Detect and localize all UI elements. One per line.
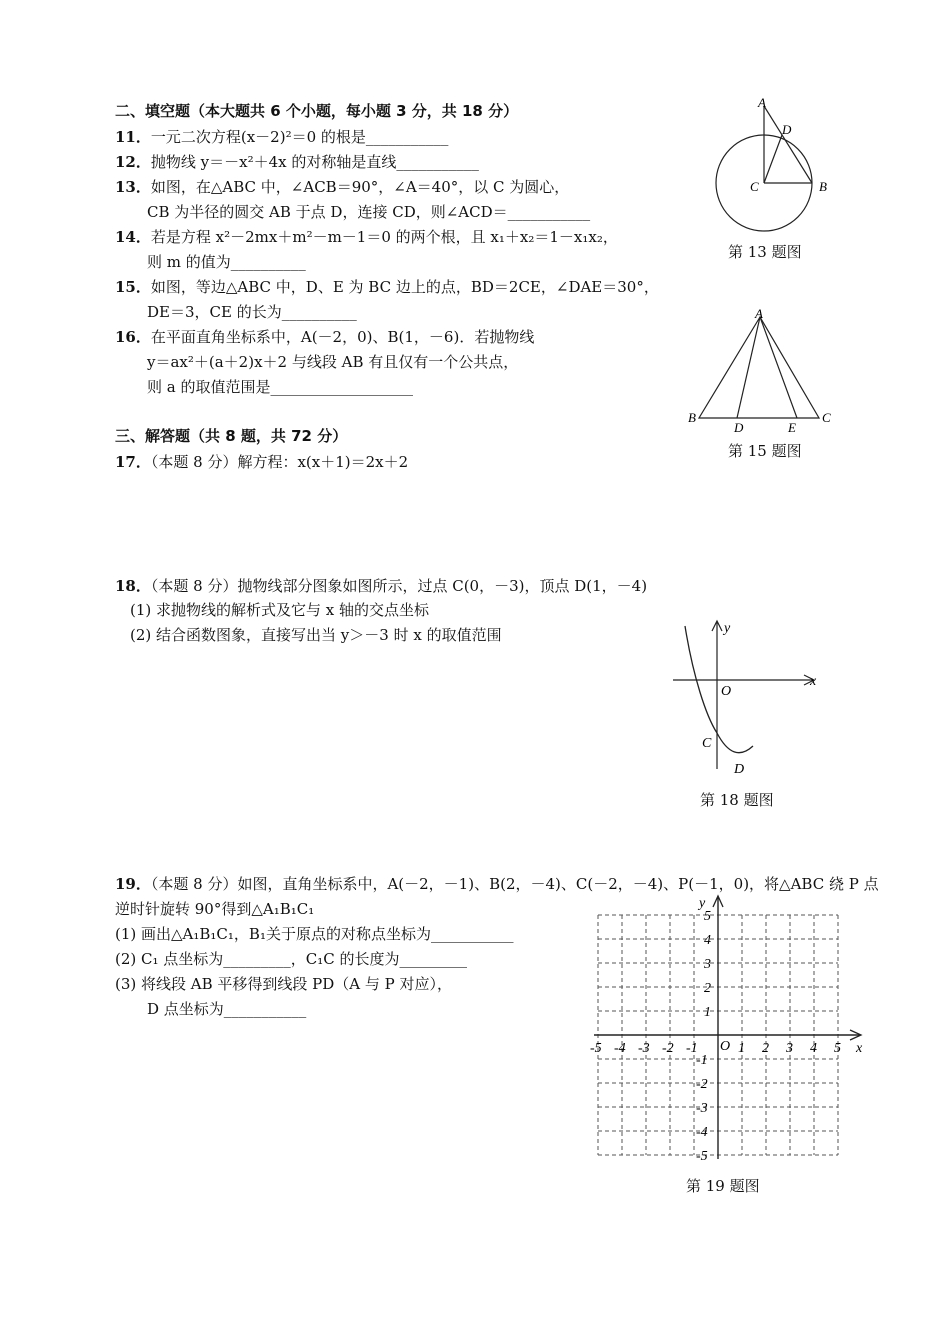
question-19-sub3b: D 点坐标为___________ [147, 1000, 307, 1018]
label-b: B [819, 179, 827, 194]
question-text: （本题 8 分）抛物线部分图象如图所示，过点 C(0，－3)，顶点 D(1，－4) [150, 577, 648, 595]
question-number: 15． [115, 278, 151, 296]
y-tick-label: 2 [704, 981, 711, 996]
question-15-line2: DE＝3，CE 的长为__________ [147, 303, 357, 321]
segment-ab [764, 106, 812, 183]
label-d: D [734, 762, 745, 777]
label-e: E [788, 420, 796, 435]
section3-heading: 三、解答题（共 8 题，共 72 分） [115, 427, 348, 445]
question-17 [115, 451, 408, 473]
question-number: 17． [115, 453, 151, 471]
question-18-sub2: (2) 结合函数图象，直接写出当 y＞－3 时 x 的取值范围 [130, 626, 502, 644]
segment-cd [764, 135, 782, 183]
question-text: 如图，等边△ABC 中，D、E 为 BC 边上的点，BD＝2CE，∠DAE＝30°， [150, 278, 659, 296]
label-y: y [724, 621, 731, 636]
y-tick-label: 1 [704, 1005, 711, 1020]
x-tick-label: 4 [810, 1041, 817, 1056]
origin-label: O [720, 1039, 731, 1054]
figure-18 [668, 616, 828, 781]
question-text: （本题 8 分）如图，直角坐标系中，A(－2，－1)、B(2，－4)、C(－2，－4)、P(－1，0)，将△ABC 绕 P 点 [150, 875, 879, 893]
section2-heading: 二、填空题（本大题共 6 个小题，每小题 3 分，共 18 分） [115, 102, 519, 120]
question-13 [115, 176, 569, 198]
y-tick-label: -2 [696, 1077, 708, 1092]
label-a: A [755, 306, 763, 321]
question-19-sub2: (2) C₁ 点坐标为_________，C₁C 的长度为_________ [115, 950, 468, 968]
question-text: 抛物线 y＝－x²＋4x 的对称轴是直线___________ [150, 153, 479, 171]
label-a: A [758, 95, 766, 110]
question-16-line3: 则 a 的取值范围是___________________ [147, 378, 413, 396]
y-tick-label: -1 [696, 1053, 708, 1068]
question-16-line2: y＝ax²＋(a＋2)x＋2 与线段 AB 有且仅有一个公共点， [147, 353, 519, 371]
question-15 [115, 276, 659, 298]
question-18 [115, 575, 647, 597]
x-tick-label: 5 [834, 1041, 841, 1056]
question-text: 如图，在△ABC 中，∠ACB＝90°，∠A＝40°，以 C 为圆心， [150, 178, 570, 196]
question-19 [115, 873, 879, 895]
question-text: 在平面直角坐标系中，A(－2，0)、B(1，－6)．若抛物线 [150, 328, 535, 346]
label-x: x [810, 674, 817, 689]
question-number: 13． [115, 178, 151, 196]
question-number: 16． [115, 328, 151, 346]
label-c: C [822, 410, 831, 425]
y-axis-label: y [699, 896, 706, 911]
question-number: 11． [115, 128, 151, 146]
x-tick-label: -2 [662, 1041, 674, 1056]
label-b: B [688, 410, 696, 425]
question-number: 14． [115, 228, 151, 246]
figure-18-caption: 第 18 题图 [700, 791, 774, 809]
question-18-sub1: (1) 求抛物线的解析式及它与 x 轴的交点坐标 [130, 601, 430, 619]
question-19-line2: 逆时针旋转 90°得到△A₁B₁C₁ [115, 900, 315, 918]
y-tick-label: -4 [696, 1125, 708, 1140]
y-tick-label: 4 [704, 933, 711, 948]
x-tick-label: -3 [638, 1041, 650, 1056]
label-c: C [750, 179, 759, 194]
x-tick-label: -1 [686, 1041, 698, 1056]
question-13-line2: CB 为半径的圆交 AB 于点 D，连接 CD，则∠ACD＝___________ [147, 203, 591, 221]
triangle-abc [699, 317, 819, 418]
x-tick-label: 1 [738, 1041, 745, 1056]
question-16 [115, 326, 534, 348]
segment-ad [737, 317, 760, 418]
segment-ae [760, 317, 797, 418]
label-d: D [782, 122, 792, 137]
question-14-line2: 则 m 的值为__________ [147, 253, 306, 271]
figure-13 [700, 95, 840, 235]
question-text: （本题 8 分）解方程：x(x＋1)＝2x＋2 [150, 453, 409, 471]
label-d: D [734, 420, 744, 435]
y-tick-label: 3 [704, 957, 711, 972]
question-19-sub3: (3) 将线段 AB 平移得到线段 PD（A 与 P 对应）， [115, 975, 453, 993]
figure-15-caption: 第 15 题图 [728, 442, 802, 460]
figure-19-caption: 第 19 题图 [686, 1177, 760, 1195]
question-number: 19． [115, 875, 151, 893]
question-text: 若是方程 x²－2mx＋m²－m－1＝0 的两个根，且 x₁＋x₂＝1－x₁x₂， [150, 228, 618, 246]
x-axis-label: x [856, 1041, 863, 1056]
x-tick-label: -4 [614, 1041, 626, 1056]
figure-19 [584, 895, 864, 1170]
y-tick-label: -3 [696, 1101, 708, 1116]
x-tick-label: 2 [762, 1041, 769, 1056]
figure-15 [684, 308, 844, 433]
question-12 [115, 151, 479, 173]
question-19-sub1: (1) 画出△A₁B₁C₁，B₁关于原点的对称点坐标为___________ [115, 925, 514, 943]
question-text: 一元二次方程(x－2)²＝0 的根是___________ [150, 128, 449, 146]
label-c: C [702, 736, 712, 751]
y-tick-label: 5 [704, 909, 711, 924]
x-tick-label: 3 [786, 1041, 793, 1056]
question-number: 18． [115, 577, 151, 595]
question-11 [115, 126, 448, 148]
figure-13-caption: 第 13 题图 [728, 243, 802, 261]
label-o: O [721, 684, 732, 699]
question-number: 12． [115, 153, 151, 171]
question-14 [115, 226, 618, 248]
y-tick-label: -5 [696, 1149, 708, 1164]
x-tick-label: -5 [590, 1041, 602, 1056]
parabola [685, 626, 753, 753]
